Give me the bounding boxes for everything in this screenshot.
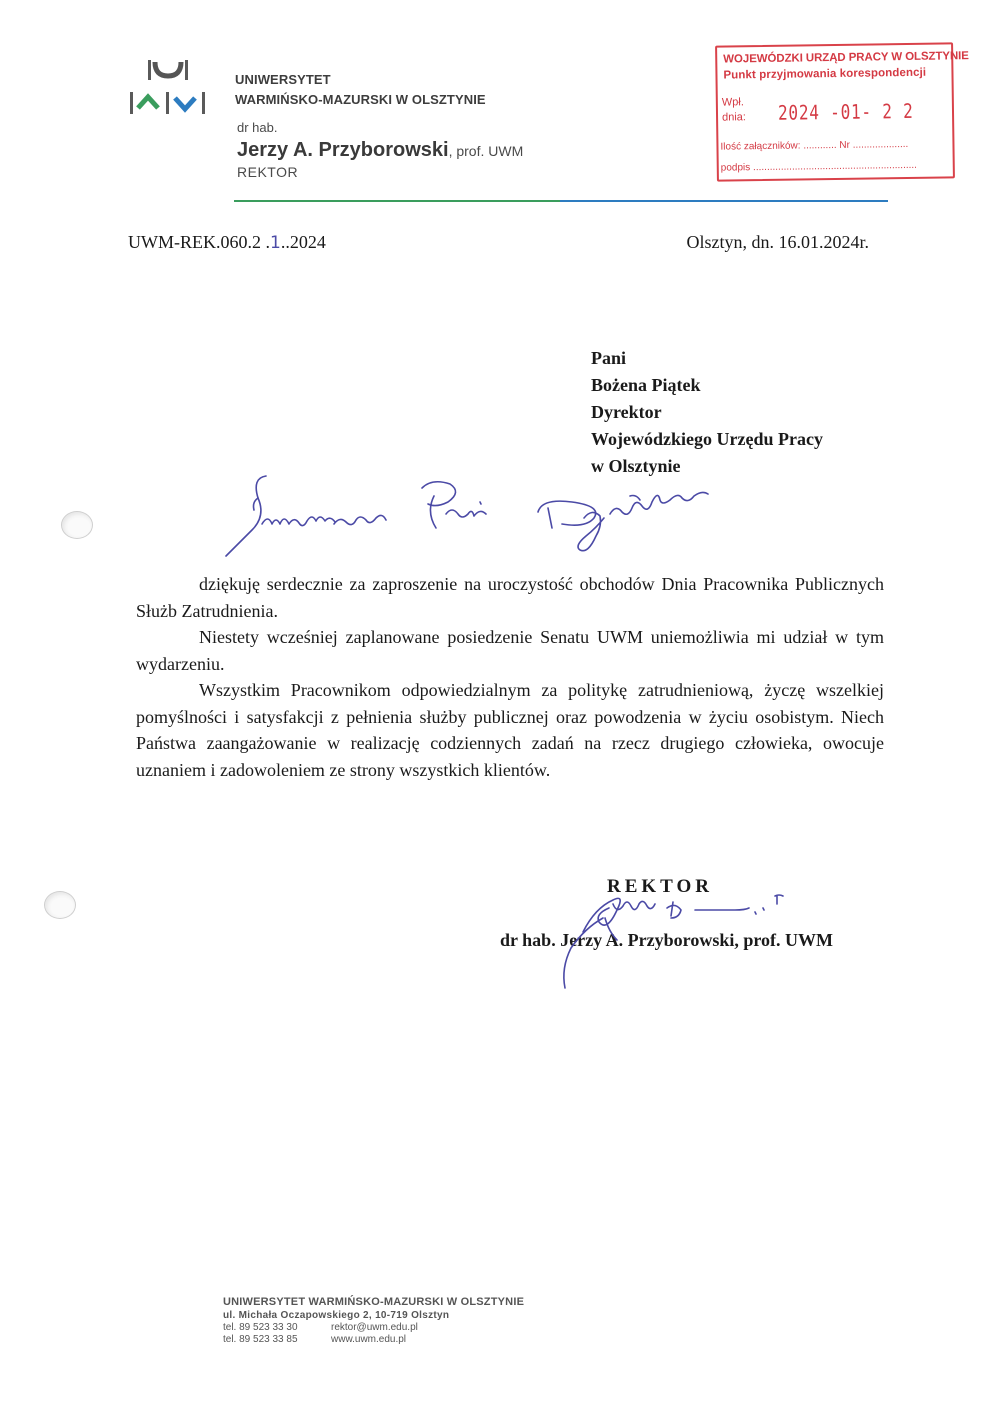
- footer-row-1: [223, 1322, 524, 1333]
- university-name: [235, 70, 486, 110]
- stamp-received-label-2: dnia:: [721, 111, 747, 124]
- body-paragraph-2: Niestety wcześniej zaplanowane posiedzenie Senatu UWM uniemożliwia mi udział w tym wydarzeniu.: [136, 627, 884, 674]
- footer-phone-2: tel. 89 523 33 85: [223, 1334, 298, 1345]
- stamp-signature-line: podpis ...........................................................: [720, 159, 918, 174]
- addressee-institution: Wojewódzkiego Urzędu Pracy: [591, 429, 823, 449]
- punch-hole: [61, 511, 93, 539]
- signature-name: dr hab. Jerzy A. Przyborowski, prof. UWM: [500, 930, 833, 950]
- body-paragraph-1: dziękuję serdecznie za zaproszenie na uroczystość obchodów Dnia Pracownika Publicznych Służb Zatrudnienia.: [136, 574, 884, 621]
- rector-name-suffix: , prof. UWM: [448, 143, 524, 159]
- footer-phone-1: tel. 89 523 33 30: [223, 1322, 298, 1333]
- addressee-block: [591, 345, 823, 480]
- rector-name-text: Jerzy A. Przyborowski: [237, 139, 449, 161]
- stamp-attachments: Ilość załączników: ............ Nr ....................: [720, 138, 909, 153]
- footer-row-2: [223, 1334, 524, 1345]
- handwritten-signature: [555, 888, 785, 993]
- stamp-office-dept: Punkt przyjmowania korespondencji: [723, 66, 927, 82]
- footer-email: rektor@uwm.edu.pl: [331, 1322, 418, 1333]
- reference-prefix: UWM-REK.060.2 .: [128, 232, 270, 252]
- footer-university: UNIWERSYTET WARMIŃSKO-MAZURSKI W OLSZTYNIE: [223, 1296, 525, 1308]
- signature-title: REKTOR: [607, 876, 714, 897]
- reference-suffix: ..2024: [280, 232, 326, 252]
- rector-name: [237, 139, 523, 162]
- punch-hole: [44, 891, 76, 919]
- letterhead-divider-green: [234, 200, 560, 202]
- handwritten-salutation: [222, 468, 762, 563]
- stamp-office-name: WOJEWÓDZKI URZĄD PRACY W OLSZTYNIE: [723, 50, 969, 66]
- stamp-received-label: [722, 95, 746, 125]
- stamp-received-date: 2024 -01- 2 2: [777, 98, 914, 125]
- footer-address: ul. Michała Oczapowskiego 2, 10-719 Olsztyn: [223, 1310, 450, 1321]
- university-name-line2: WARMIŃSKO-MAZURSKI W OLSZTYNIE: [235, 92, 486, 107]
- university-logo: [128, 56, 210, 120]
- addressee-city: w Olsztynie: [591, 456, 681, 476]
- addressee-salutation: Pani: [591, 348, 627, 368]
- addressee-position: Dyrektor: [591, 402, 662, 422]
- reference-number: [128, 232, 326, 253]
- body-paragraph-3: Wszystkim Pracownikom odpowiedzialnym za politykę zatrudnieniową, życzę wszelkiej pomyślności i satysfakcji z pełnienia służby publicznej oraz powodzenia w życiu osobistym. Niech Państwa zaangażowanie w realizację codziennych zadań na rzecz drugiego człowieka, owocuje uznaniem i zadowoleniem ze strony wszystkich klientów.: [136, 680, 884, 780]
- letter-body: [136, 571, 884, 783]
- reference-handwritten-number: 1: [270, 233, 281, 253]
- place-and-date: Olsztyn, dn. 16.01.2024r.: [686, 232, 869, 252]
- receipt-stamp: [715, 42, 969, 181]
- letterhead-divider-blue: [560, 200, 888, 202]
- footer-contact: [223, 1296, 524, 1345]
- university-name-line1: UNIWERSYTET: [235, 72, 331, 87]
- rector-title: REKTOR: [237, 164, 299, 180]
- footer-website: www.uwm.edu.pl: [331, 1334, 407, 1345]
- rector-degree: dr hab.: [237, 120, 278, 135]
- addressee-name: Bożena Piątek: [591, 375, 701, 395]
- stamp-received-label-1: Wpł.: [721, 96, 744, 109]
